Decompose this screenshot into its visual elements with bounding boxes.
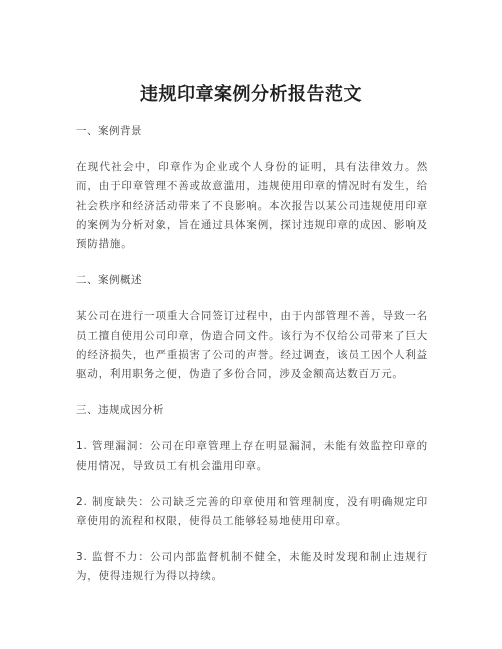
paragraph-background: 在现代社会中，印章作为企业或个人身份的证明，具有法律效力。然而，由于印章管理不善或故意滥用，违规使用印章的情况时有发生，给社会秩序和经济活动带来了不良影响。本次报告以某公司违规使用印章的案例为分析对象，旨在通过具体案例，探讨违规印章的成因、影响及预防措施。 [76, 161, 428, 251]
document-title: 违规印章案例分析报告范文 [140, 84, 362, 105]
paragraph-system-deficiency: 2. 制度缺失：公司缺乏完善的印章使用和管理制度，没有明确规定印章使用的流程和权限，使得员工能够轻易地使用印章。 [76, 495, 428, 528]
section-heading-overview: 二、案例概述 [76, 274, 142, 287]
paragraph-overview: 某公司在进行一项重大合同签订过程中，由于内部管理不善，导致一名员工擅自使用公司印章，伪造合同文件。该行为不仅给公司带来了巨大的经济损失，也严重损害了公司的声誉。经过调查，该员工因个人利益驱动，利用职务之便，伪造了多份合同，涉及金额高达数百万元。 [76, 310, 428, 381]
document-body [76, 122, 428, 604]
paragraph-weak-supervision: 3. 监督不力：公司内部监督机制不健全，未能及时发现和制止违规行为，使得违规行为得以持续。 [76, 551, 428, 583]
section-heading-background: 一、案例背景 [76, 125, 142, 137]
section-heading-cause-analysis: 三、违规成因分析 [76, 404, 164, 417]
paragraph-management-loophole: 1. 管理漏洞：公司在印章管理上存在明显漏洞，未能有效监控印章的使用情况，导致员工有机会滥用印章。 [76, 440, 428, 472]
